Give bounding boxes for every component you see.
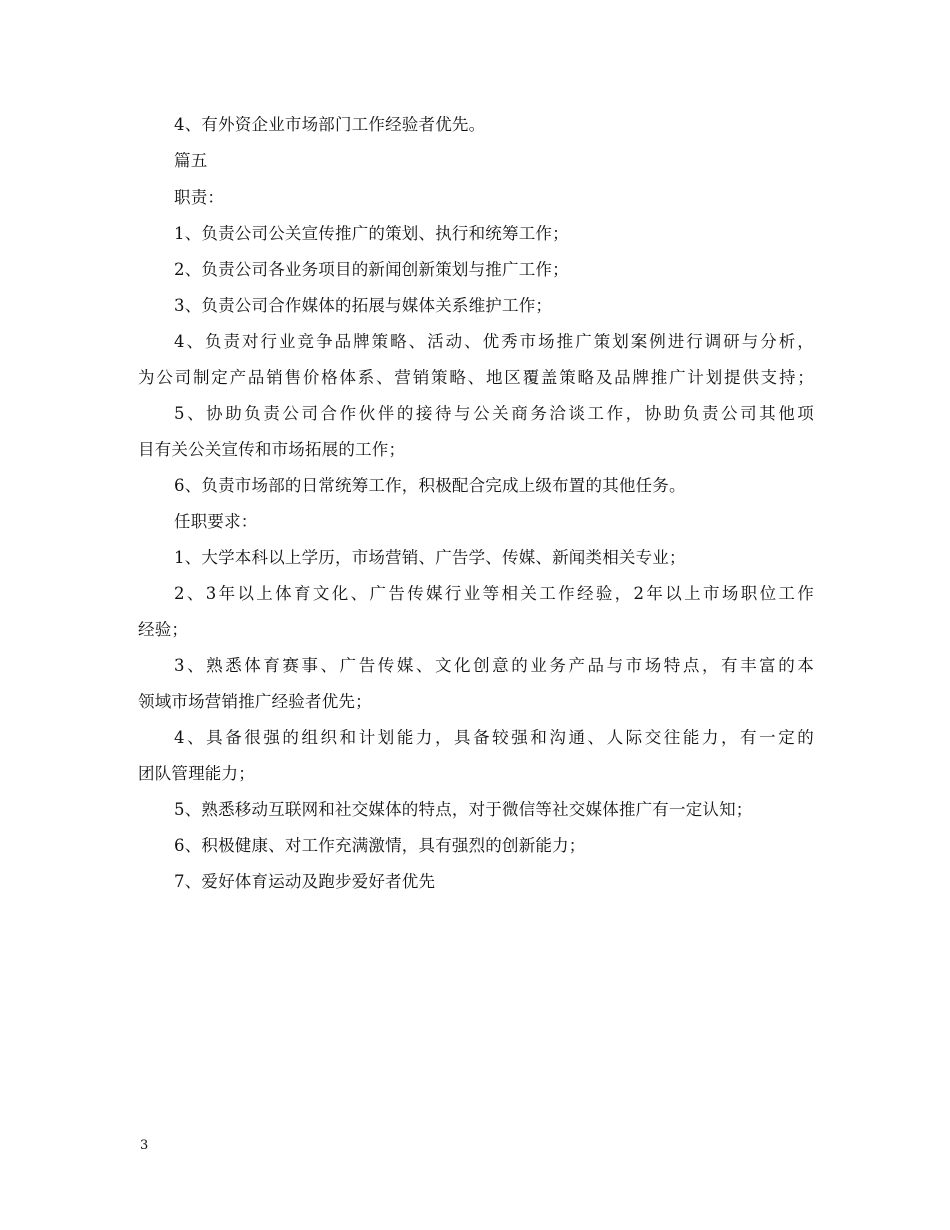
paragraph-line: 团队管理能力；: [138, 764, 255, 783]
paragraph-line: 目有关公关宣传和市场拓展的工作；: [138, 440, 406, 459]
paragraph-line: 为公司制定产品销售价格体系、营销策略、地区覆盖策略及品牌推广计划提供支持；: [138, 368, 814, 387]
paragraph-line: 4、有外资企业市场部门工作经验者优先。: [174, 115, 486, 134]
paragraph-line: 1、大学本科以上学历，市场营销、广告学、传媒、新闻类相关专业；: [174, 548, 686, 567]
subheading-requirements: 任职要求：: [174, 512, 258, 531]
paragraph-line: 3、熟悉体育赛事、广告传媒、文化创意的业务产品与市场特点，有丰富的本: [174, 656, 814, 675]
paragraph-line: 4、负责对行业竞争品牌策略、活动、优秀市场推广策划案例进行调研与分析，: [174, 332, 814, 351]
paragraph-line: 2、3年以上体育文化、广告传媒行业等相关工作经验，2年以上市场职位工作: [174, 584, 814, 603]
paragraph-line: 7、爱好体育运动及跑步爱好者优先: [174, 872, 436, 891]
subheading-responsibilities: 职责：: [174, 188, 225, 207]
paragraph-line: 领域市场营销推广经验者优先；: [138, 692, 372, 711]
paragraph-line: 5、协助负责公司合作伙伴的接待与公关商务洽谈工作，协助负责公司其他项: [174, 404, 814, 423]
paragraph-line: 经验；: [138, 620, 189, 639]
paragraph-line: 1、负责公司公关宣传推广的策划、执行和统筹工作；: [174, 224, 569, 243]
page-number: 3: [140, 1138, 149, 1153]
paragraph-line: 3、负责公司合作媒体的拓展与媒体关系维护工作；: [174, 296, 553, 315]
paragraph-line: 4、具备很强的组织和计划能力，具备较强和沟通、人际交往能力，有一定的: [174, 728, 814, 747]
section-heading: 篇五: [174, 151, 208, 170]
paragraph-line: 2、负责公司各业务项目的新闻创新策划与推广工作；: [174, 260, 569, 279]
paragraph-line: 6、积极健康、对工作充满激情，具有强烈的创新能力；: [174, 836, 586, 855]
paragraph-line: 6、负责市场部的日常统筹工作，积极配合完成上级布置的其他任务。: [174, 476, 686, 495]
paragraph-line: 5、熟悉移动互联网和社交媒体的特点，对于微信等社交媒体推广有一定认知；: [174, 800, 753, 819]
